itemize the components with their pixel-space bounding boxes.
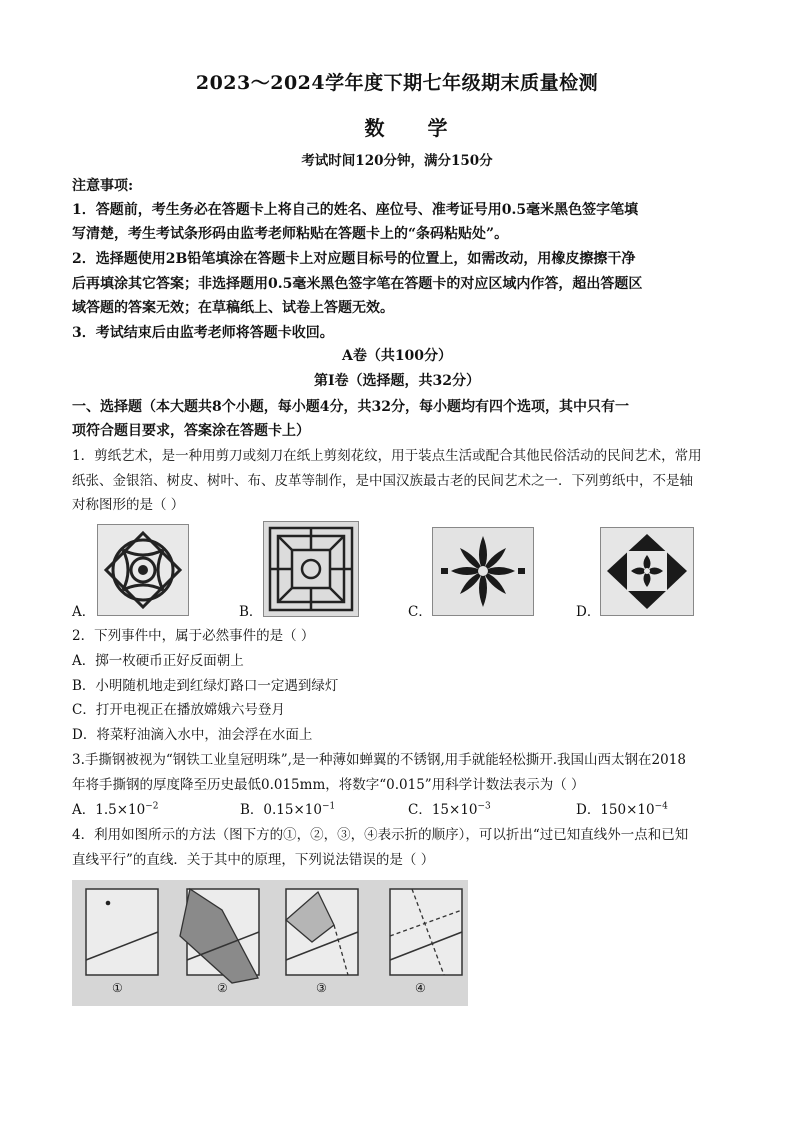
- notice-heading: 注意事项:: [72, 178, 134, 194]
- notice-item-2-line-3: 域答题的答案无效；在草稿纸上、试卷上答题无效。: [72, 300, 394, 316]
- notice-item-2-line-2: 后再填涂其它答案；非选择题用0.5毫米黑色签字笔在答题卡的对应区域内作答，超出答题区: [72, 276, 643, 292]
- notice-item-1-line-2: 写清楚，考生考试条形码由监考老师粘贴在答题卡上的“条码粘贴处”。: [72, 226, 509, 242]
- q4-line-1: 4．利用如图所示的方法（图下方的①，②，③，④表示折的顺序），可以折出“过已知直线外一点和已知: [72, 827, 689, 843]
- section-heading-line-1: 一、选择题（本大题共8个小题，每小题4分，共32分，每小题均有四个选项，其中只有一: [72, 399, 629, 415]
- q1-line-2: 纸张、金银箔、树皮、树叶、布、皮革等制作，是中国汉族最古老的民间艺术之一．下列剪纸中，不是轴: [72, 473, 693, 489]
- q3-option-b: [240, 798, 335, 818]
- q3-line-2: 年将手撕钢的厚度降至历史最低0.015mm，将数字“0.015”用科学计数法表示为（ ）: [72, 777, 585, 793]
- q3-option-a: [72, 798, 159, 818]
- section-heading-line-2: 项符合题目要求，答案涂在答题卡上）: [72, 423, 310, 439]
- q3-option-c-exponent: −3: [477, 801, 491, 812]
- q2-option-a: A．掷一枚硬币正好反面朝上: [72, 653, 244, 669]
- page-title: 2023～2024学年度下期七年级期末质量检测: [195, 72, 599, 94]
- step-2-label: ②: [217, 981, 228, 995]
- paper-cut-d-image: [600, 527, 694, 616]
- q3-option-b-exponent: −1: [321, 801, 336, 812]
- q1-label-a: A．: [72, 604, 96, 620]
- folding-steps-drawing: [72, 880, 468, 1006]
- paper-cut-a-image: [97, 524, 189, 616]
- paper-cut-b-image: [263, 521, 359, 617]
- notice-item-2-line-1: 2．选择题使用2B铅笔填涂在答题卡上对应题目标号的位置上，如需改动，用橡皮擦擦干净: [72, 251, 636, 267]
- q3-option-b-base: B．0.15×10: [240, 802, 322, 818]
- q2-stem: 2．下列事件中，属于必然事件的是（ ）: [72, 628, 315, 644]
- step-4-label: ④: [415, 981, 426, 995]
- q1-label-b: B．: [239, 604, 263, 620]
- q4-line-2: 直线平行”的直线．关于其中的原理，下列说法错误的是（ ）: [72, 852, 435, 868]
- q2-option-d: D．将菜籽油滴入水中，油会浮在水面上: [72, 727, 313, 743]
- q2-option-b: B．小明随机地走到红绿灯路口一定遇到绿灯: [72, 678, 339, 694]
- paper-cut-a-pattern-icon: [98, 525, 188, 615]
- subject-title: 数 学: [364, 116, 466, 140]
- volume-heading: A卷（共100分）: [341, 348, 453, 364]
- folding-steps-image: [72, 880, 468, 1006]
- q3-option-d-exponent: −4: [654, 801, 668, 812]
- step-1-label: ①: [112, 981, 123, 995]
- q3-option-c: [408, 798, 491, 818]
- q3-options: [0, 798, 794, 822]
- q3-option-c-base: C．15×10: [408, 802, 478, 818]
- q2-option-c: C．打开电视正在播放嫦娥六号登月: [72, 702, 285, 718]
- paper-cut-c-image: [432, 527, 534, 616]
- paper-cut-d-pattern-icon: [601, 528, 693, 615]
- q1-line-1: 1．剪纸艺术，是一种用剪刀或刻刀在纸上剪刻花纹，用于装点生活或配合其他民俗活动的民间艺术，常用: [72, 448, 702, 464]
- step-3-label: ③: [316, 981, 327, 995]
- notice-item-1-line-1: 1．答题前，考生务必在答题卡上将自己的姓名、座位号、准考证号用0.5毫米黑色签字笔填: [72, 202, 639, 218]
- q3-option-d-base: D．150×10: [576, 802, 655, 818]
- part-heading: 第Ⅰ卷（选择题，共32分）: [313, 373, 481, 389]
- q1-line-3: 对称图形的是（ ）: [72, 497, 185, 513]
- notice-item-3: 3．考试结束后由监考老师将答题卡收回。: [72, 325, 334, 341]
- paper-cut-c-pattern-icon: [433, 528, 533, 615]
- exam-info: 考试时间120分钟，满分150分: [301, 153, 493, 169]
- paper-cut-b-pattern-icon: [264, 522, 358, 616]
- q1-label-d: D．: [576, 604, 601, 620]
- q3-line-1: 3.手撕钢被视为“钢铁工业皇冠明珠”,是一种薄如蝉翼的不锈钢,用手就能轻松撕开.我国山西太钢在2018: [72, 752, 686, 768]
- q3-option-d: [576, 798, 668, 818]
- q3-option-a-exponent: −2: [145, 801, 159, 812]
- q1-label-c: C．: [408, 604, 432, 620]
- q3-option-a-base: A．1.5×10: [72, 802, 146, 818]
